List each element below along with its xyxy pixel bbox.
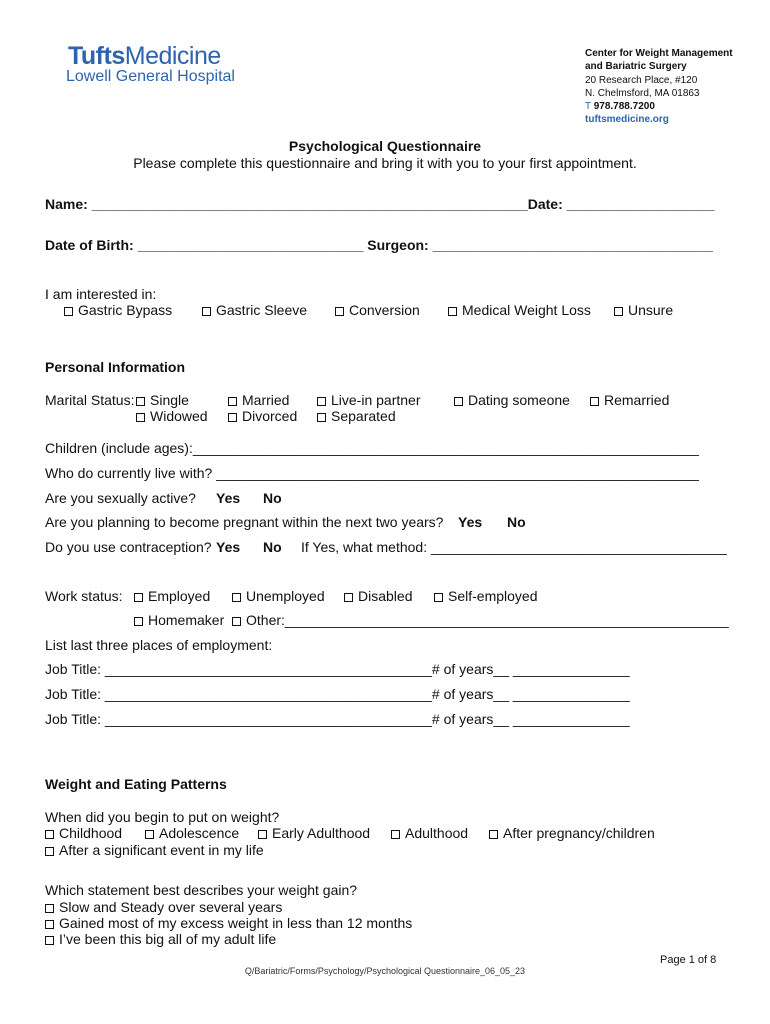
- checkbox-significant-event[interactable]: After a significant event in my life: [45, 842, 264, 858]
- checkbox-early-adulthood[interactable]: Early Adulthood: [258, 825, 370, 841]
- checkbox-icon: [448, 307, 457, 316]
- checkbox-childhood[interactable]: Childhood: [45, 825, 122, 841]
- checkbox-icon: [489, 830, 498, 839]
- checkbox-homemaker[interactable]: Homemaker: [134, 612, 224, 628]
- checkbox-icon: [45, 904, 54, 913]
- sexually-active-yes[interactable]: Yes: [216, 490, 241, 506]
- interested-label: I am interested in:: [45, 286, 157, 302]
- logo-lowell-general: Lowell General Hospital: [66, 68, 235, 85]
- weight-gain-question: Which statement best describes your weight gain?: [45, 882, 358, 898]
- sexually-active-no[interactable]: No: [263, 490, 282, 506]
- contraception-no[interactable]: No: [263, 539, 282, 555]
- checkbox-icon: [145, 830, 154, 839]
- checkbox-adolescence[interactable]: Adolescence: [145, 825, 239, 841]
- page-title: Psychological Questionnaire: [288, 138, 482, 154]
- logo-tufts-medicine: TuftsMedicine: [68, 42, 221, 70]
- personal-info-heading: Personal Information: [45, 359, 186, 375]
- checkbox-widowed[interactable]: Widowed: [136, 408, 208, 424]
- contraception-method-field[interactable]: If Yes, what method: ______________________________________: [301, 539, 727, 555]
- checkbox-icon: [134, 593, 143, 602]
- footer-file-path: Q/Bariatric/Forms/Psychology/Psychological Questionnaire_06_05_23: [244, 966, 526, 976]
- checkbox-medical-weight-loss[interactable]: Medical Weight Loss: [448, 302, 591, 318]
- checkbox-single[interactable]: Single: [136, 392, 189, 408]
- employment-list-label: List last three places of employment:: [45, 637, 273, 653]
- contraception-yes[interactable]: Yes: [216, 539, 241, 555]
- contraception-question: Do you use contraception?: [45, 539, 212, 555]
- checkbox-icon: [614, 307, 623, 316]
- job-title-field[interactable]: Job Title: __________________________________________# of years__ _______________: [45, 711, 630, 727]
- checkbox-slow-steady[interactable]: Slow and Steady over several years: [45, 899, 282, 915]
- checkbox-employed[interactable]: Employed: [134, 588, 210, 604]
- checkbox-dating-someone[interactable]: Dating someone: [454, 392, 570, 408]
- checkbox-icon: [317, 397, 326, 406]
- checkbox-icon: [202, 307, 211, 316]
- checkbox-unsure[interactable]: Unsure: [614, 302, 673, 318]
- weight-onset-question: When did you begin to put on weight?: [45, 809, 280, 825]
- children-field[interactable]: Children (include ages):_________________________________________________________________: [45, 440, 699, 456]
- checkbox-self-employed[interactable]: Self-employed: [434, 588, 538, 604]
- checkbox-divorced[interactable]: Divorced: [228, 408, 297, 424]
- live-with-field[interactable]: Who do currently live with? ______________________________________________________________: [45, 465, 699, 481]
- checkbox-icon: [258, 830, 267, 839]
- checkbox-icon: [434, 593, 443, 602]
- checkbox-icon: [134, 617, 143, 626]
- checkbox-married[interactable]: Married: [228, 392, 289, 408]
- checkbox-adulthood[interactable]: Adulthood: [391, 825, 468, 841]
- pregnant-yes[interactable]: Yes: [458, 514, 483, 530]
- checkbox-after-pregnancy[interactable]: After pregnancy/children: [489, 825, 655, 841]
- pregnant-no[interactable]: No: [507, 514, 526, 530]
- checkbox-icon: [228, 413, 237, 422]
- work-status-label: Work status:: [45, 588, 123, 604]
- checkbox-icon: [45, 936, 54, 945]
- checkbox-remarried[interactable]: Remarried: [590, 392, 669, 408]
- checkbox-icon: [45, 847, 54, 856]
- checkbox-conversion[interactable]: Conversion: [335, 302, 420, 318]
- checkbox-icon: [232, 593, 241, 602]
- checkbox-icon: [344, 593, 353, 602]
- dob-surgeon-field[interactable]: Date of Birth: _____________________________ Surgeon: ____________________________________: [45, 237, 713, 253]
- job-title-field[interactable]: Job Title: __________________________________________# of years__ _______________: [45, 686, 630, 702]
- checkbox-always-big[interactable]: I’ve been this big all of my adult life: [45, 931, 276, 947]
- job-title-field[interactable]: Job Title: __________________________________________# of years__ _______________: [45, 661, 630, 677]
- checkbox-icon: [317, 413, 326, 422]
- checkbox-icon: [228, 397, 237, 406]
- checkbox-icon: [454, 397, 463, 406]
- checkbox-icon: [232, 617, 241, 626]
- checkbox-icon: [45, 920, 54, 929]
- name-field[interactable]: Name: ________________________________________________________Date: ___________________: [45, 196, 715, 212]
- checkbox-icon: [335, 307, 344, 316]
- address-line2: N. Chelmsford, MA 01863: [585, 88, 700, 99]
- weight-eating-heading: Weight and Eating Patterns: [45, 776, 227, 792]
- checkbox-live-in-partner[interactable]: Live-in partner: [317, 392, 421, 408]
- checkbox-gastric-bypass[interactable]: Gastric Bypass: [64, 302, 172, 318]
- checkbox-gained-quickly[interactable]: Gained most of my excess weight in less than 12 months: [45, 915, 412, 931]
- checkbox-icon: [136, 413, 145, 422]
- sexually-active-question: Are you sexually active?: [45, 490, 196, 506]
- checkbox-icon: [391, 830, 400, 839]
- pregnant-question: Are you planning to become pregnant within the next two years?: [45, 514, 444, 530]
- checkbox-other[interactable]: Other:_________________________________________________________: [232, 612, 729, 628]
- checkbox-icon: [64, 307, 73, 316]
- marital-status-label: Marital Status:: [45, 392, 135, 408]
- checkbox-unemployed[interactable]: Unemployed: [232, 588, 325, 604]
- address-line1: 20 Research Place, #120: [585, 75, 698, 86]
- checkbox-icon: [136, 397, 145, 406]
- page-number: Page 1 of 8: [660, 954, 717, 966]
- checkbox-icon: [590, 397, 599, 406]
- checkbox-disabled[interactable]: Disabled: [344, 588, 412, 604]
- checkbox-icon: [45, 830, 54, 839]
- phone: T 978.788.7200: [585, 101, 655, 112]
- center-name-line1: Center for Weight Management: [585, 48, 733, 59]
- page-subtitle: Please complete this questionnaire and bring it with you to your first appointment.: [133, 155, 637, 171]
- checkbox-gastric-sleeve[interactable]: Gastric Sleeve: [202, 302, 307, 318]
- website-link[interactable]: tuftsmedicine.org: [585, 114, 669, 125]
- center-name-line2: and Bariatric Surgery: [585, 61, 687, 72]
- checkbox-separated[interactable]: Separated: [317, 408, 396, 424]
